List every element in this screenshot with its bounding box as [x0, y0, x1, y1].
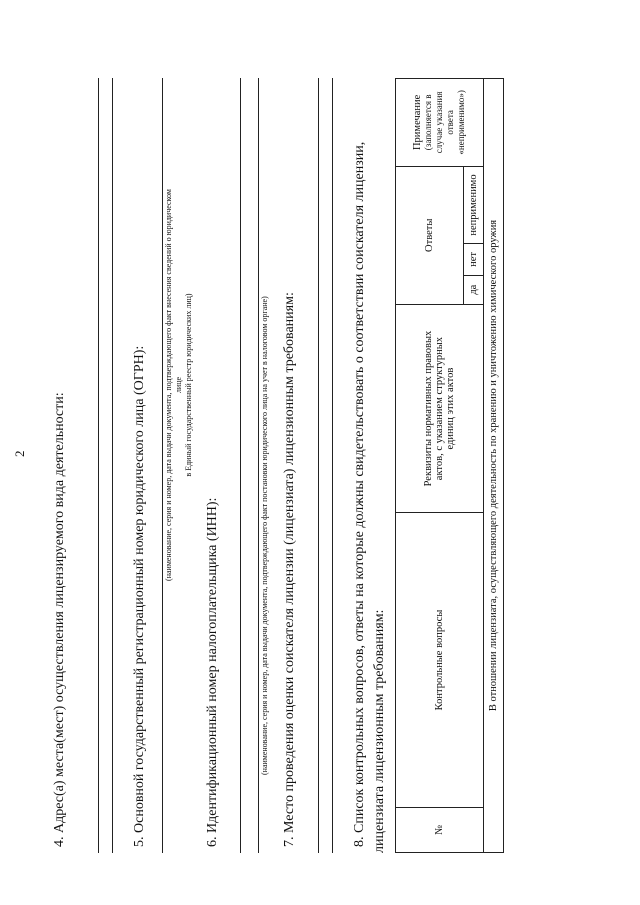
section-5-note-line-1: (наименование, серия и номер, дата выдачи документа, подтверждающего факт внесения сведений о юридическом лице [164, 189, 183, 581]
col-requisites-line-1: Реквизиты нормативных правовых [423, 330, 434, 487]
col-requisites-line-2: актов, с указанием структурных [434, 336, 445, 481]
section-8-line-2: лицензиата лицензионным требованиям: [372, 609, 387, 853]
section-5-label: 5. Основной государственный регистрационный номер юридического лица (ОГРН): [132, 345, 147, 847]
section-6-fill-line-2 [258, 78, 259, 853]
col-requisites-header [396, 304, 484, 513]
section-5-note-line-2: в Единый государственный реестр юридических лиц) [184, 293, 193, 477]
page-number: 2 [12, 450, 27, 457]
col-note-line-2: (заполняется в [423, 94, 433, 151]
table-section-row [484, 79, 504, 853]
section-4-label: 4. Адрес(а) места(мест) осуществления лицензируемого вида деятельности: [52, 392, 67, 847]
section-5-note [164, 185, 194, 585]
answer-no-header: нет [464, 244, 484, 275]
section-6-fill-line-1 [240, 78, 241, 853]
section-7-fill-line-2 [332, 78, 333, 853]
section-7-label: 7. Место проведения оценки соискателя лицензии (лицензиата) лицензионным требованиям: [282, 292, 297, 847]
table-section-row-text: В отношении лицензиата, осуществляющего деятельность по хранению и уничтожению химического оружия [484, 79, 504, 853]
section-4-fill-line-1 [98, 78, 99, 853]
col-questions-header: Контрольные вопросы [396, 513, 484, 807]
col-note-line-4: ответа [445, 110, 455, 135]
answer-yes-header: да [464, 275, 484, 304]
section-5-fill-line [162, 78, 163, 853]
col-answers-header: Ответы [396, 166, 464, 304]
col-note-header [396, 79, 484, 167]
col-number-header: № [396, 807, 484, 852]
col-requisites-line-3: единиц этих актов [445, 367, 456, 450]
section-7-fill-line-1 [318, 78, 319, 853]
col-note-line-5: «неприменимо») [456, 90, 466, 155]
section-6-note: (наименование, серия и номер, дата выдачи документа, подтверждающего факт постановки юридического лица на учет в налоговом органе) [260, 296, 269, 775]
section-4-fill-line-2 [112, 78, 113, 853]
col-note-title: Примечание [412, 94, 423, 151]
section-6-label: 6. Идентификационный номер налогоплательщика (ИНН): [205, 497, 220, 847]
control-questions-table [395, 78, 504, 853]
section-8-line-1: 8. Список контрольных вопросов, ответы на которые должны свидетельствовать о соответствии соискателя лицензии, [352, 141, 367, 847]
col-note-line-3: случае указания [434, 91, 444, 154]
answer-na-header: неприменимо [464, 166, 484, 244]
table-header-row [396, 79, 464, 853]
